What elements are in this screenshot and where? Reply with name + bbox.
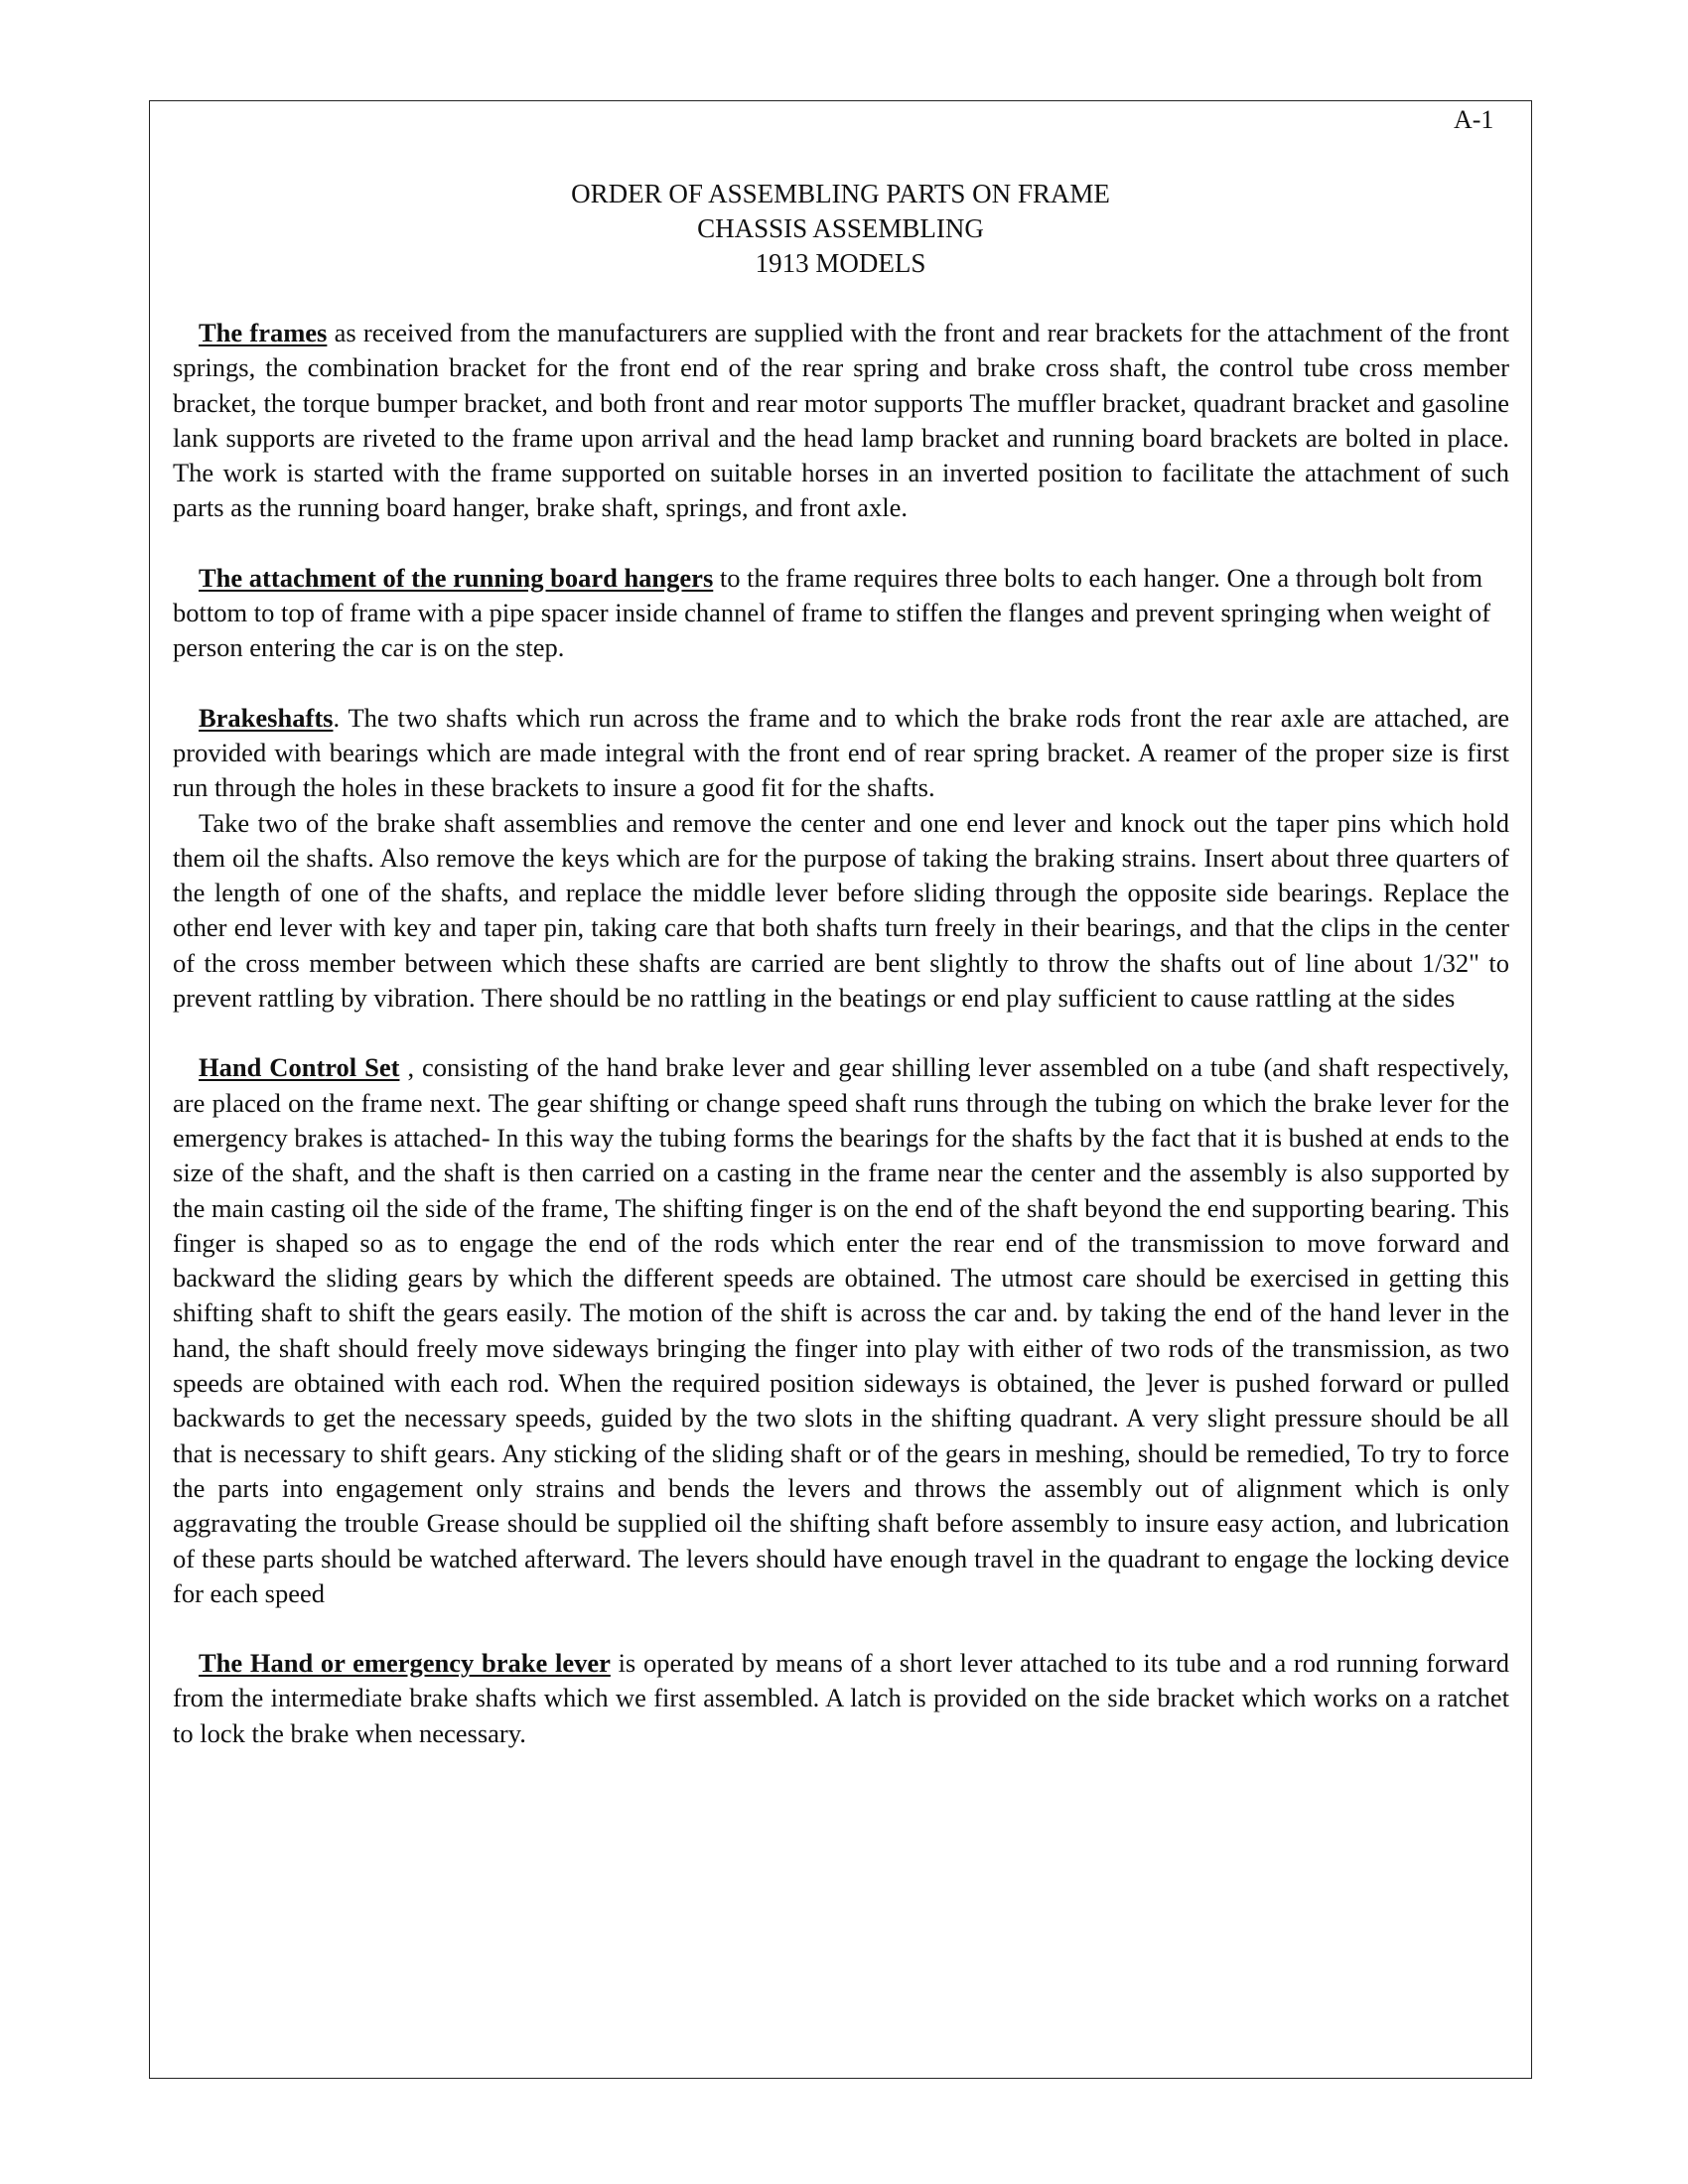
paragraph-text-frames: as received from the manufacturers are supplied with the front and rear brackets for the attachment of the front springs, the combination bracket for the front end of the rear spring and brake cross shaft, the control tube cross member bracket, the torque bumper bracket, and both front and rear motor supports The muffler bracket, quadrant bracket and gasoline lank supports are riveted to the frame upon arrival and the head lamp bracket and running board brackets are bolted in place. The work is started with the frame supported on suitable horses in an inverted position to facilitate the attachment of such parts as the running board hanger, brake shaft, springs, and front axle. (173, 318, 1509, 523)
paragraph-frames (173, 316, 1509, 526)
paragraph-text-hand-control-set: , consisting of the hand brake lever and gear shilling lever assembled on a tube (and shaft respectively, are placed on the frame next. The gear shifting or change speed shaft runs through the tubing on which the brake lever for the emergency brakes is attached- In this way the tubing forms the bearings for the shafts by the fact that it is bushed at ends to the size of the shaft, and the shaft is then carried on a casting in the frame near the center and the assembly is also supported by the main casting oil the side of the frame, The shifting finger is on the end of the shaft beyond the end supporting bearing. This finger is shaped so as to engage the end of the rods which enter the rear end of the transmission to move forward and backward the sliding gears by which the different speeds are obtained. The utmost care should be exercised in getting this shifting shaft to shift the gears easily. The motion of the shift is across the car and. by taking the end of the hand lever in the hand, the shaft should freely move sideways bringing the finger into play with either of two rods of the transmission, as two speeds are obtained with each rod. When the required position sideways is obtained, the ]ever is pushed forward or pulled backwards to get the necessary speeds, guided by the two slots in the shifting quadrant. A very slight pressure should be all that is necessary to shift gears. Any sticking of the sliding shaft or of the gears in meshing, should be remedied, To try to force the parts into engagement only strains and bends the levers and throws the assembly out of alignment which is only aggravating the trouble Grease should be supplied oil the shifting shaft before assembly to insure easy action, and lubrication of these parts should be watched afterward. The levers should have enough travel in the quadrant to engage the locking device for each speed (173, 1052, 1509, 1608)
paragraph-emergency-brake-lever (173, 1646, 1509, 1751)
page-number: A-1 (1454, 105, 1494, 134)
paragraph-brakeshafts-continued (173, 806, 1509, 1017)
paragraph-heading-brakeshafts: Brakeshafts (199, 702, 334, 733)
paragraph-heading-running-board-hangers: The attachment of the running board hangers (199, 562, 714, 593)
main-title: ORDER OF ASSEMBLING PARTS ON FRAME (571, 179, 1110, 208)
subtitle: CHASSIS ASSEMBLING (697, 213, 984, 243)
paragraph-hand-control-set (173, 1050, 1509, 1611)
paragraph-heading-emergency-brake-lever: The Hand or emergency brake lever (199, 1648, 611, 1679)
model-year-title: 1913 MODELS (755, 248, 926, 278)
paragraph-brakeshafts (173, 701, 1509, 806)
title-block (149, 177, 1532, 281)
paragraph-text-running-board-hangers: to the frame requires three bolts to each hanger. One a through bolt from bottom to top of frame with a pipe spacer inside channel of frame to stiffen the flanges and prevent springing when weight of person entering the car is on the step. (173, 562, 1491, 663)
paragraph-text-emergency-brake-lever: is operated by means of a short lever attached to its tube and a rod running forward from the intermediate brake shafts which we first assembled. A latch is provided on the side bracket which works on a ratchet to lock the brake when necessary. (173, 1648, 1509, 1748)
paragraph-text-brakeshafts-continued: Take two of the brake shaft assemblies and remove the center and one end lever and knock out the taper pins which hold them oil the shafts. Also remove the keys which are for the purpose of taking the braking strains. Insert about three quarters of the length of one of the shafts, and replace the middle lever before sliding through the opposite side bearings. Replace the other end lever with key and taper pin, taking care that both shafts turn freely in their bearings, and that the clips in the center of the cross member between which these shafts are carried are bent slightly to throw the shafts out of line about 1/32" to prevent rattling by vibration. There should be no rattling in the beatings or end play sufficient to cause rattling at the sides (173, 807, 1509, 1014)
document-body (173, 316, 1509, 1751)
paragraph-text-brakeshafts: . The two shafts which run across the frame and to which the brake rods front the rear axle are attached, are provided with bearings which are made integral with the front end of rear spring bracket. A reamer of the proper size is first run through the holes in these brackets to insure a good fit for the shafts. (173, 702, 1509, 803)
paragraph-heading-hand-control-set: Hand Control Set (199, 1052, 400, 1083)
paragraph-heading-frames: The frames (199, 318, 328, 347)
paragraph-running-board-hangers (173, 561, 1509, 666)
